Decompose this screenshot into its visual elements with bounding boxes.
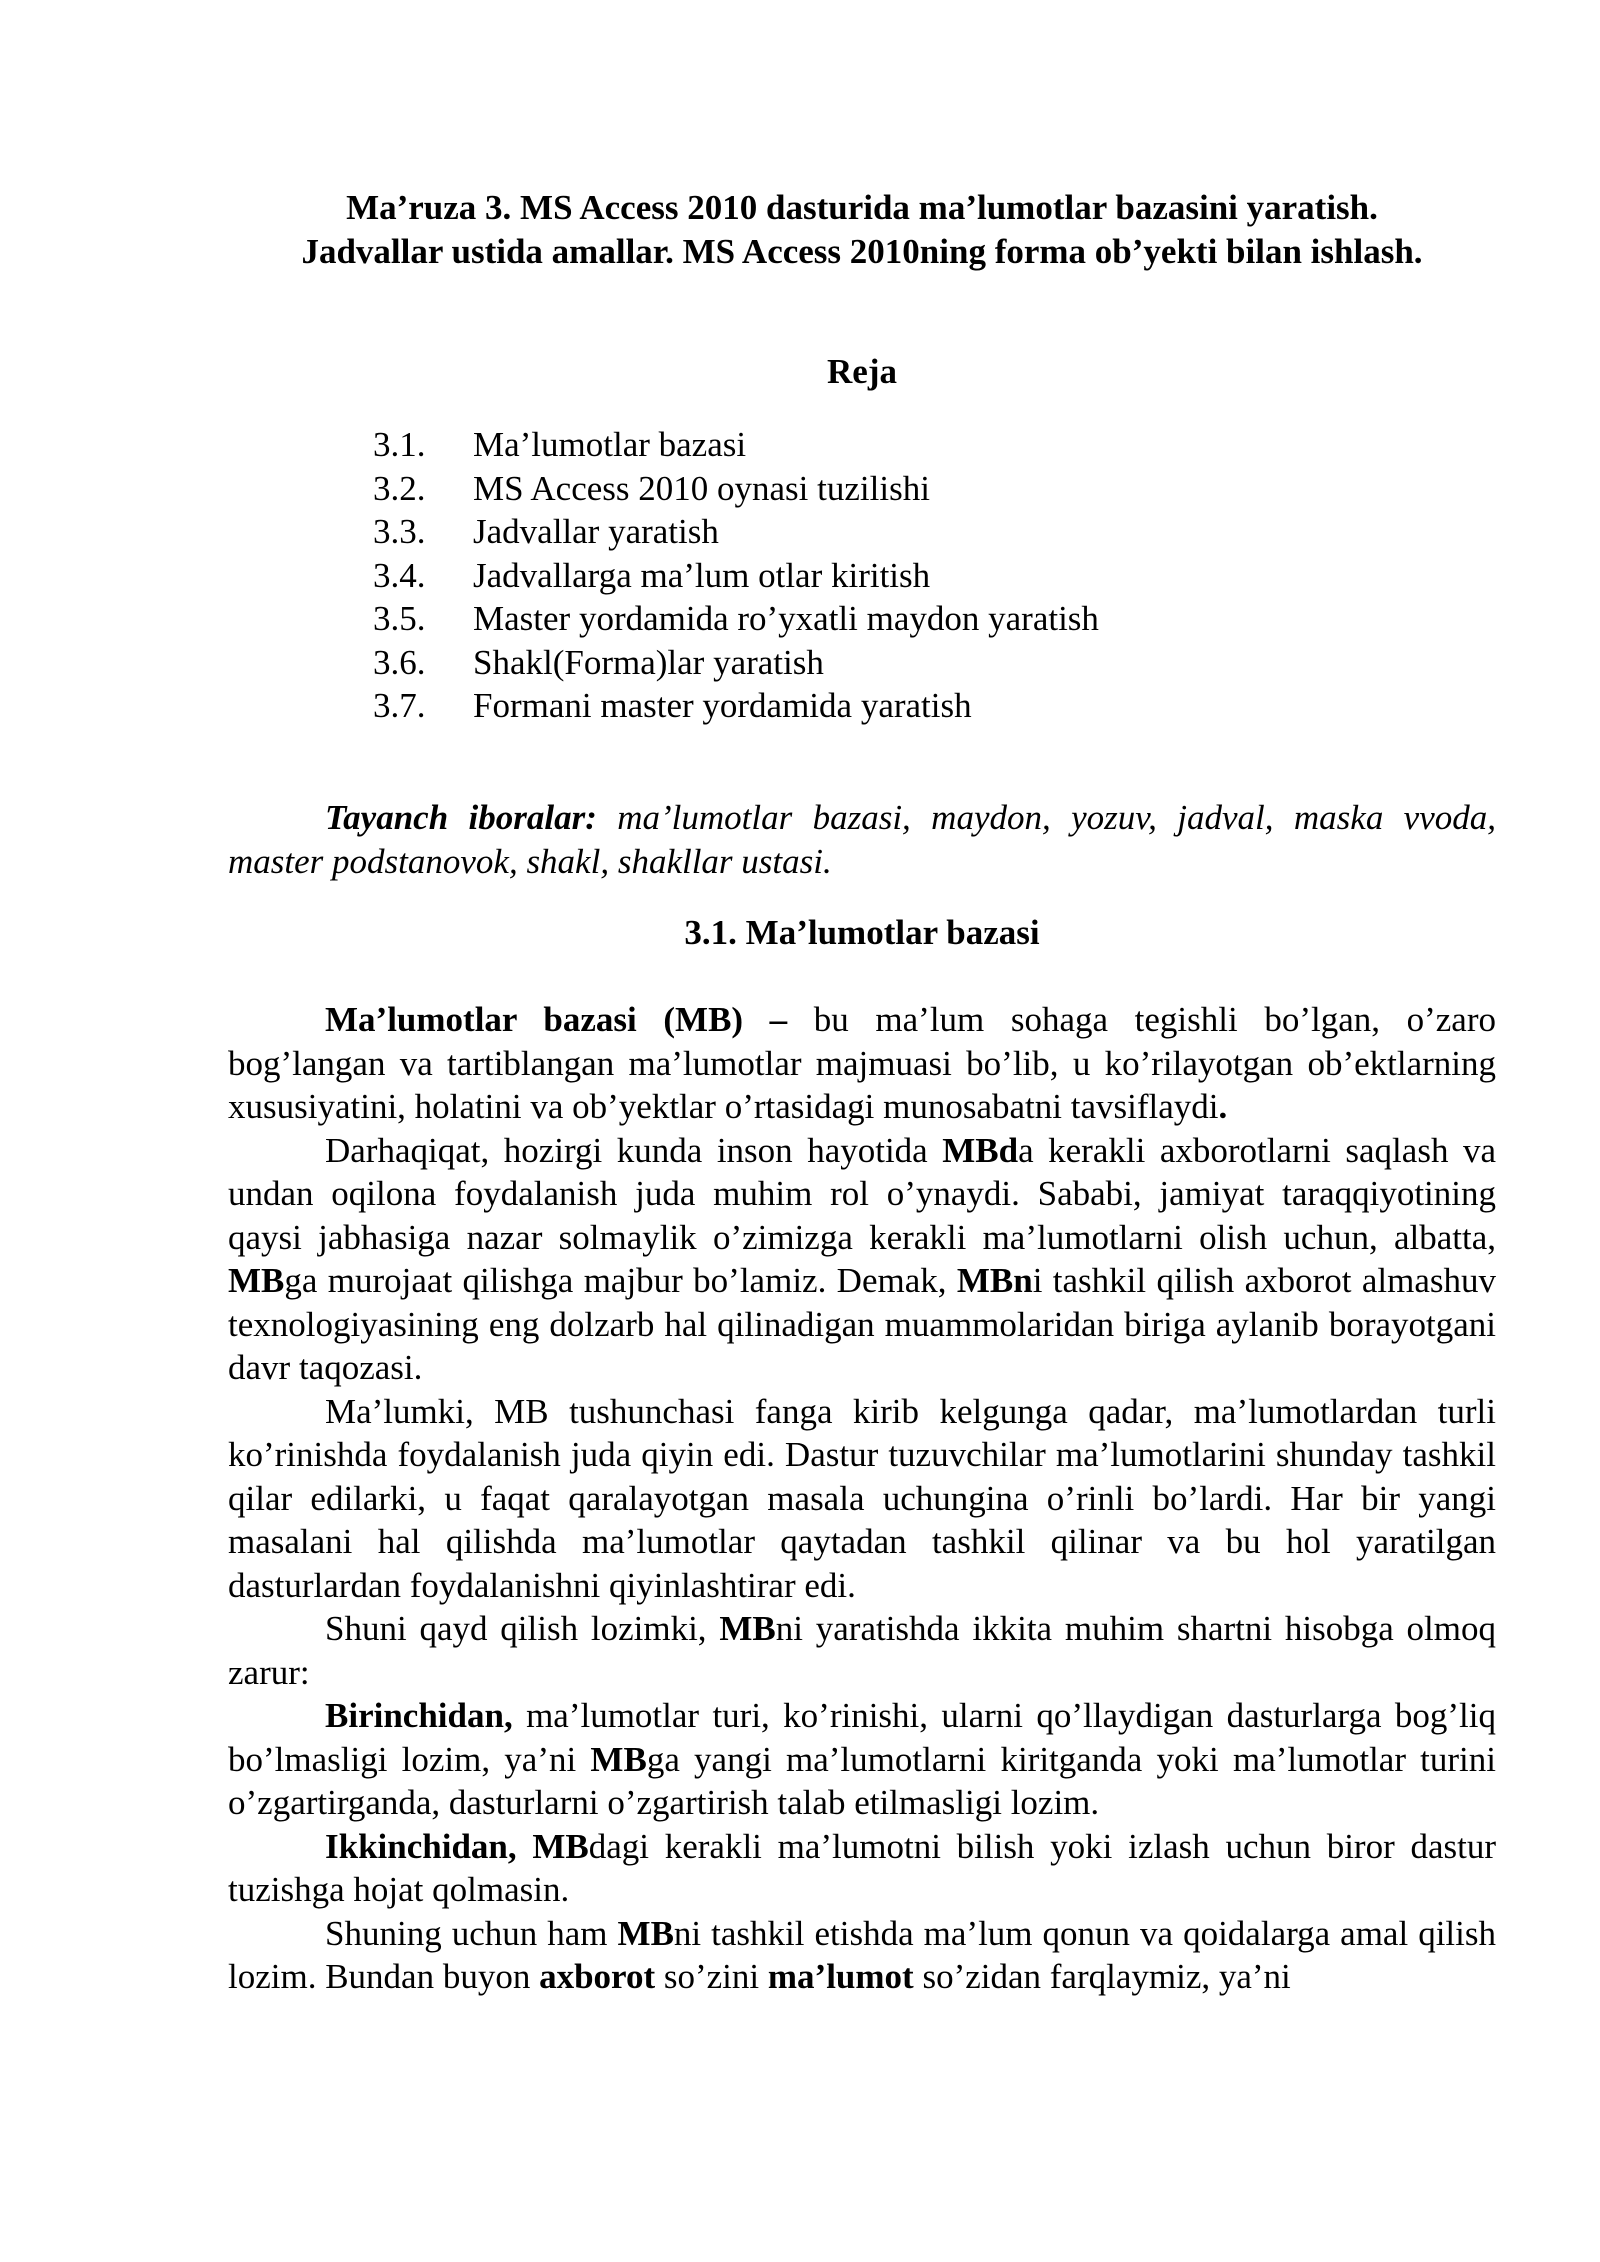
plan-item-text: MS Access 2010 oynasi tuzilishi [473,468,930,508]
paragraph-text: so’zini [655,1957,768,1996]
plan-item-number: 3.5. [373,599,426,638]
bold-term: Birinchidan, [325,1696,513,1735]
bold-term: MBn [956,1261,1033,1300]
bold-term: MB [228,1261,285,1300]
plan-item-text: Master yordamida ro’yxatli maydon yaratish [473,599,1099,638]
paragraph-ikkinchidan [228,1825,1496,1912]
title-line-1: Ma’ruza 3. MS Access 2010 dasturida ma’lumotlar bazasini yaratish. [346,188,1378,227]
plan-item-number: 3.6. [373,642,426,682]
plan-item [373,423,1373,467]
paragraph-text: Darhaqiqat, hozirgi kunda inson hayotida [325,1130,943,1170]
plan-list [373,423,1373,728]
keywords-paragraph [228,796,1496,883]
paragraph-text: ma’lumotlar turi, ko’rinishi, ularni qo’llaydigan dasturlarga bog’liq bo’lmasligi lozim, ya’ni [228,1696,1496,1779]
paragraph-text: ga yangi ma’lumotlarni kiritganda yoki ma’lumotlar turini o’zgartirganda, dasturlarni o’zgartirish talab etilmasligi lozim. [228,1739,1496,1822]
bold-term: ma’lumot [767,1957,914,1996]
paragraph-malumki: Ma’lumki, MB tushunchasi fanga kirib kelgunga qadar, ma’lumotlardan turli ko’rinishda foydalanish juda qiyin edi. Dastur tuzuvchilar ma’lumotlarini shunday tashkil qilar edilarki, u faqat qaralayotgan masala uchungina o’rinli bo’lardi. Har bir yangi masalani hal qilishda ma’lumotlar qaytadan tashkil qilinar va bu hol yaratilgan dasturlardan foydalanishni qiyinlashtirar edi. [228,1391,1496,1605]
paragraph-text: so’zidan farqlaymiz, ya’ni [913,1957,1291,1996]
paragraph-definition [228,998,1496,1129]
paragraph-text: Shuni qayd qilish lozimki, [325,1609,720,1648]
bold-term: MB [590,1739,647,1779]
plan-item [373,684,1373,728]
section-body [228,998,1496,1999]
paragraph-text: ga murojaat qilishga majbur bo’lamiz. Demak, [284,1261,957,1300]
plan-item [373,641,1373,685]
bold-term: MB [719,1609,776,1648]
paragraph-text: i tashkil qilish axborot almashuv texnologiyasining eng dolzarb hal qilinadigan muammolaridan biriga aylanib borayotgani davr taqozasi. [228,1261,1496,1387]
lecture-title [228,186,1496,273]
paragraph-darhaqiqat [228,1129,1496,1390]
bold-term: MBd [942,1130,1019,1170]
plan-item-number: 3.1. [373,425,426,464]
plan-item [373,554,1373,598]
paragraph-text: Shuning uchun ham [325,1913,618,1953]
paragraph-text: a kerakli axborotlarni saqlash va undan oqilona foydalanish juda muhim rol o’ynaydi. Sababi, jamiyat taraqqiyotining qaysi jabhasiga nazar solmaylik o’zimizga kerakli ma’lumotlarni olish uchun, albatta, [228,1130,1496,1257]
plan-item-text: Jadvallar yaratish [473,512,719,551]
definition-end: . [1218,1087,1228,1126]
plan-item [373,597,1373,641]
plan-item-number: 3.3. [373,512,426,551]
keywords-text: ma’lumotlar bazasi, maydon, yozuv, jadval, maska vvoda, master podstanovok, shakl, shakllar ustasi. [228,798,1496,881]
plan-item-number: 3.4. [373,555,426,595]
keywords-label: Tayanch iboralar: [325,798,597,837]
paragraph-text: dagi kerakli ma’lumotni bilish yoki izlash uchun biror dastur tuzishga hojat qolmasin. [228,1826,1496,1909]
bold-term: Ikkinchidan, MB [325,1826,589,1866]
title-line-2: Jadvallar ustida amallar. MS Access 2010ning forma ob’yekti bilan ishlash. [301,231,1423,271]
bold-term: MB [617,1913,674,1953]
paragraph-shuni-qayd [228,1607,1496,1694]
plan-item [373,467,1373,511]
section-heading: 3.1. Ma’lumotlar bazasi [684,913,1040,952]
bold-term: axborot [539,1957,656,1996]
plan-item-text: Ma’lumotlar bazasi [473,425,747,464]
plan-heading: Reja [827,352,897,391]
plan-item [373,510,1373,554]
plan-item-number: 3.7. [373,686,426,725]
definition-term: Ma’lumotlar bazasi (MB) – [325,1000,788,1039]
paragraph-shuning-uchun [228,1912,1496,1999]
plan-item-text: Shakl(Forma)lar yaratish [473,642,824,682]
definition-text: bu ma’lum sohaga tegishli bo’lgan, o’zaro bog’langan va tartiblangan ma’lumotlar majmuasi bo’lib, u ko’rilayotgan ob’ektlarning xususiyatini, holatini va ob’yektlar o’rtasidagi munosabatni tavsiflaydi [228,1000,1496,1126]
plan-item-text: Formani master yordamida yaratish [473,686,972,725]
paragraph-text: ni yaratishda ikkita muhim shartni hisobga olmoq zarur: [228,1609,1496,1692]
paragraph-birinchidan [228,1694,1496,1825]
paragraph-text: ni tashkil etishda ma’lum qonun va qoidalarga amal qilish lozim. Bundan buyon [228,1913,1496,1996]
plan-item-text: Jadvallarga ma’lum otlar kiritish [473,555,931,595]
plan-item-number: 3.2. [373,468,426,508]
